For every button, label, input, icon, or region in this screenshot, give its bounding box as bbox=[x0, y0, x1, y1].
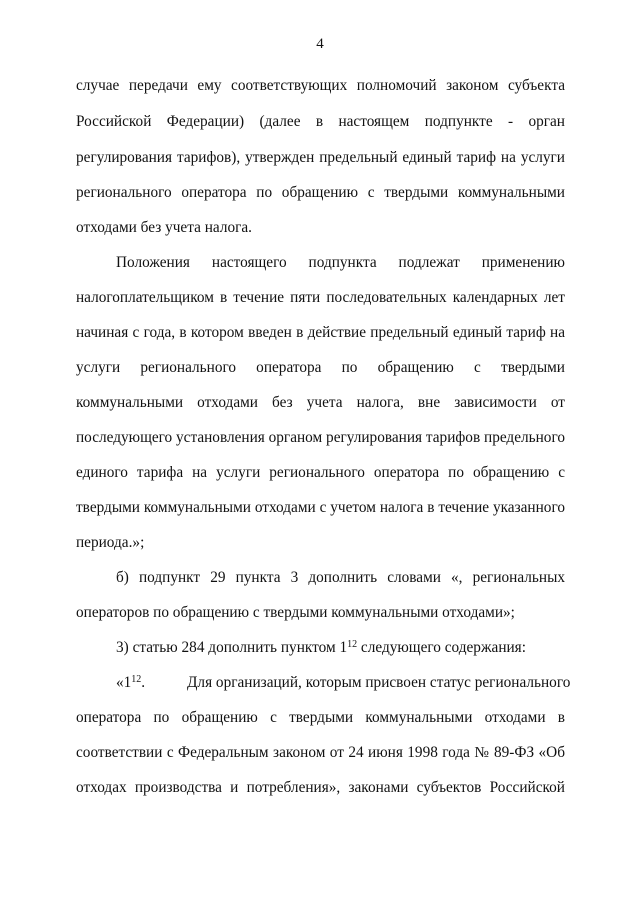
page-number: 4 bbox=[316, 36, 324, 52]
paragraph-2-line-6: последующего установления органом регулирования тарифов предельного bbox=[76, 429, 565, 446]
subitem-b-line-2: операторов по обращению с твердыми коммунальными отходами»; bbox=[76, 604, 515, 621]
quote-line-1 bbox=[116, 673, 571, 693]
subitem-b-line-1: б) подпункт 29 пункта 3 дополнить словами «, региональных bbox=[116, 569, 565, 586]
paragraph-2-line-1: Положения настоящего подпункта подлежат применению bbox=[116, 254, 565, 271]
quote-line-3: соответствии с Федеральным законом от 24 июня 1998 года № 89-ФЗ «Об bbox=[76, 744, 565, 761]
item-3-superscript: 12 bbox=[347, 639, 358, 650]
paragraph-2-line-7: единого тарифа на услуги регионального оператора по обращению с bbox=[76, 464, 565, 481]
text-line-1: случае передачи ему соответствующих полномочий законом субъекта bbox=[76, 77, 565, 94]
paragraph-2-line-3: начиная с года, в котором введен в действие предельный единый тариф на bbox=[76, 324, 565, 341]
paragraph-2-line-4: услуги регионального оператора по обращению с твердыми bbox=[76, 359, 565, 376]
text-line-4: регионального оператора по обращению с твердыми коммунальными bbox=[76, 184, 565, 201]
item-3-line bbox=[116, 638, 565, 658]
paragraph-2-line-2: налогоплательщиком в течение пяти последовательных календарных лет bbox=[76, 289, 565, 306]
text-line-2: Российской Федерации) (далее в настоящем подпункте - орган bbox=[76, 113, 565, 130]
quote-lead: «$1^{12}$. bbox=[116, 674, 146, 691]
quote-superscript: 12 bbox=[131, 674, 142, 685]
text-line-3: регулирования тарифов), утвержден предельный единый тариф на услуги bbox=[76, 149, 565, 166]
text-line-5: отходами без учета налога. bbox=[76, 219, 252, 236]
quote-line-4: отходах производства и потребления», законами субъектов Российской bbox=[76, 779, 565, 796]
item-3-text: 3) статью 284 дополнить пунктом 1 bbox=[116, 639, 348, 656]
paragraph-2-line-5: коммунальными отходами без учета налога, вне зависимости от bbox=[76, 394, 565, 411]
paragraph-2-line-9: периода.»; bbox=[76, 534, 145, 551]
paragraph-2-line-8: твердыми коммунальными отходами с учетом налога в течение указанного bbox=[76, 499, 565, 516]
item-3-tail: следующего содержания: bbox=[357, 639, 526, 656]
quote-line-1-text: Для организаций, которым присвоен статус регионального bbox=[187, 674, 571, 691]
quote-line-2: оператора по обращению с твердыми коммунальными отходами в bbox=[76, 709, 565, 726]
